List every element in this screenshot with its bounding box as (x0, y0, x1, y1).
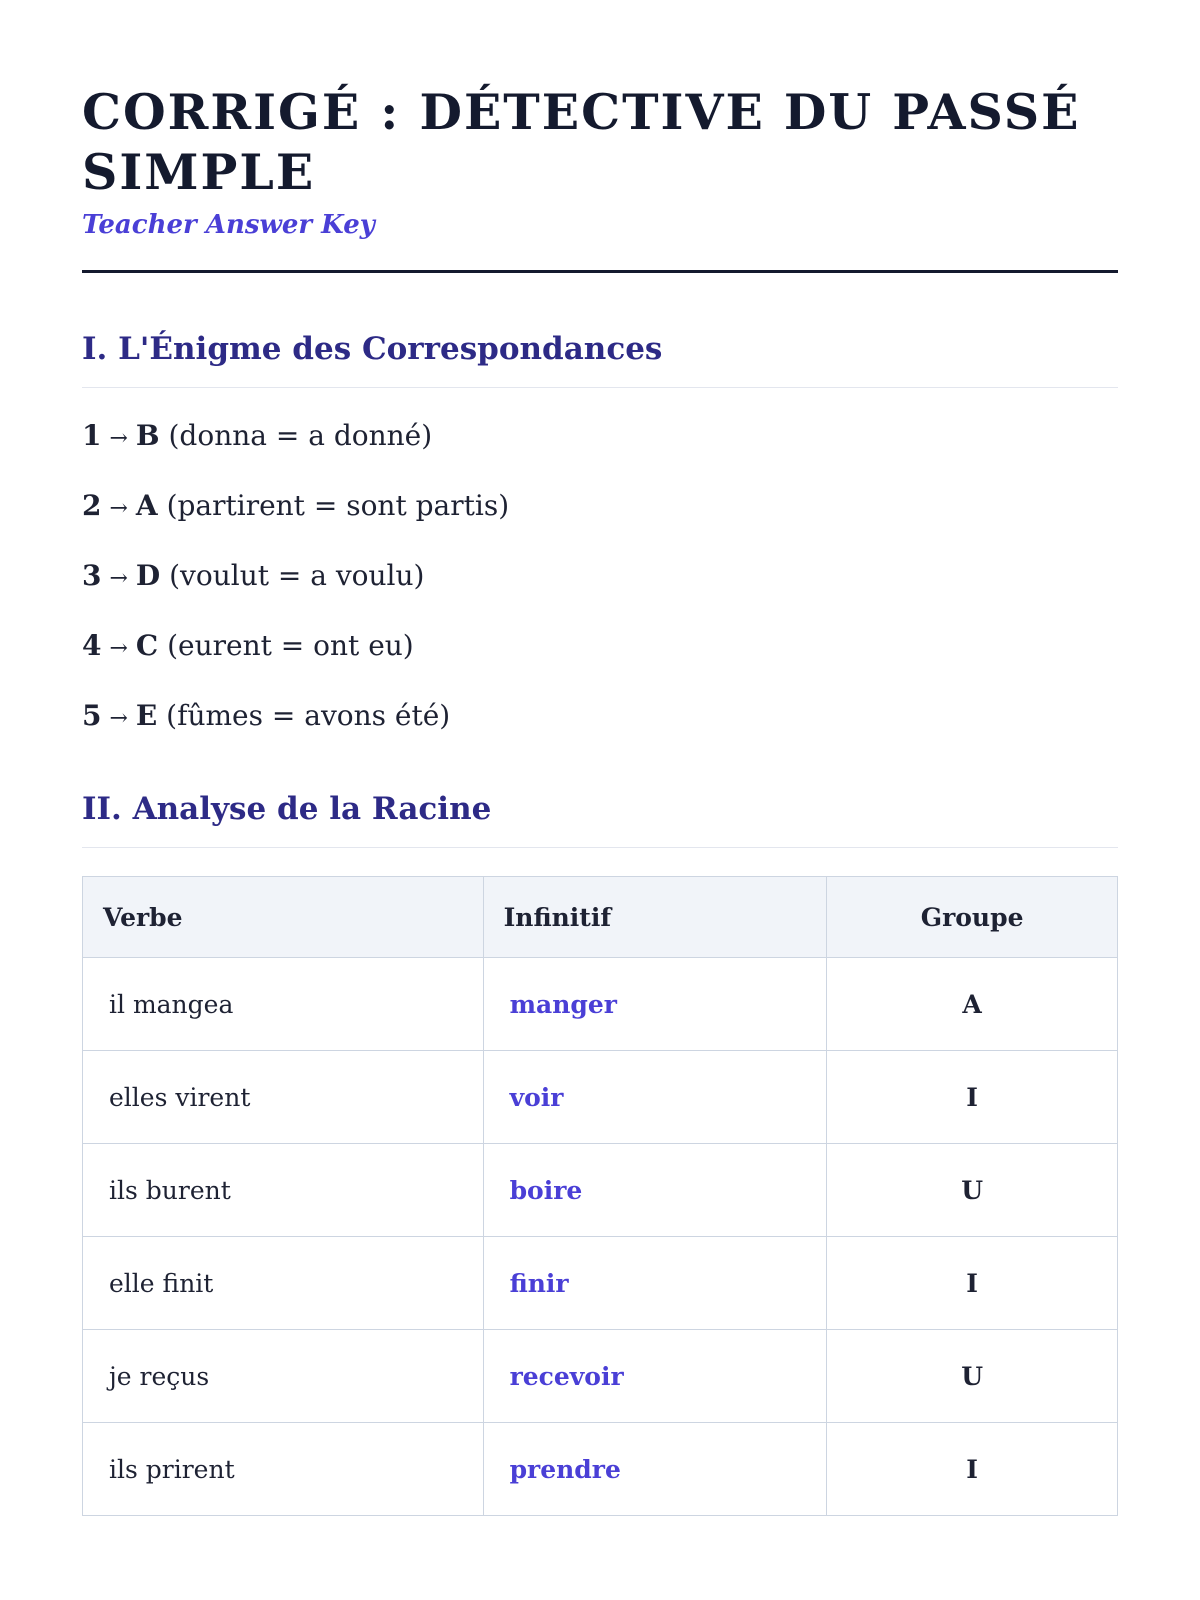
verb-cell: je reçus (83, 1330, 484, 1423)
answer-item-2 (82, 486, 1118, 529)
group-cell: I (827, 1237, 1118, 1330)
page-subtitle: Teacher Answer Key (82, 210, 375, 240)
infinitive-cell: finir (483, 1237, 827, 1330)
table-row (83, 1423, 1118, 1516)
infinitive-cell: voir (483, 1051, 827, 1144)
infinitive-cell: boire (483, 1144, 827, 1237)
table-row (83, 1051, 1118, 1144)
answer-item-1 (82, 416, 1118, 459)
section-2-divider (82, 847, 1118, 848)
table-row (83, 1237, 1118, 1330)
answer-number: 1 (82, 419, 102, 452)
column-header-verb: Verbe (83, 877, 484, 958)
answer-letter: A (135, 489, 158, 522)
answer-explanation: (voulut = a voulu) (169, 559, 425, 592)
table-header-row (83, 877, 1118, 958)
table-row (83, 1330, 1118, 1423)
verb-cell: elles virent (83, 1051, 484, 1144)
verb-cell: il mangea (83, 958, 484, 1051)
arrow-icon: → (109, 706, 128, 731)
infinitive-cell: manger (483, 958, 827, 1051)
infinitive-cell: recevoir (483, 1330, 827, 1423)
answer-explanation: (partirent = sont partis) (166, 489, 510, 522)
group-cell: A (827, 958, 1118, 1051)
group-cell: U (827, 1144, 1118, 1237)
arrow-icon: → (109, 636, 128, 661)
group-cell: I (827, 1051, 1118, 1144)
section-1-heading: I. L'Énigme des Correspondances (82, 331, 663, 367)
section-2-heading: II. Analyse de la Racine (82, 791, 492, 827)
verb-cell: ils burent (83, 1144, 484, 1237)
title-divider (82, 270, 1118, 273)
answer-letter: C (135, 629, 159, 662)
table-row (83, 1144, 1118, 1237)
verb-root-table (82, 876, 1118, 1516)
group-cell: U (827, 1330, 1118, 1423)
column-header-infinitive: Infinitif (483, 877, 827, 958)
answer-explanation: (eurent = ont eu) (167, 629, 414, 662)
arrow-icon: → (109, 496, 128, 521)
answer-item-5 (82, 696, 1118, 739)
answer-number: 2 (82, 489, 102, 522)
column-header-group: Groupe (827, 877, 1118, 958)
page-title: CORRIGÉ : DÉTECTIVE DU PASSÉ SIMPLE (82, 83, 1081, 201)
arrow-icon: → (109, 426, 128, 451)
verb-cell: ils prirent (83, 1423, 484, 1516)
section-1-divider (82, 387, 1118, 388)
answer-number: 4 (82, 629, 102, 662)
answer-letter: D (135, 559, 161, 592)
answer-item-4 (82, 626, 1118, 669)
answer-item-3 (82, 556, 1118, 599)
matching-answers-list (82, 416, 1118, 739)
verb-cell: elle finit (83, 1237, 484, 1330)
answer-letter: B (135, 419, 160, 452)
table-row (83, 958, 1118, 1051)
answer-number: 5 (82, 699, 102, 732)
infinitive-cell: prendre (483, 1423, 827, 1516)
group-cell: I (827, 1423, 1118, 1516)
arrow-icon: → (109, 566, 128, 591)
answer-explanation: (fûmes = avons été) (166, 699, 451, 732)
answer-letter: E (135, 699, 158, 732)
answer-explanation: (donna = a donné) (168, 419, 433, 452)
answer-number: 3 (82, 559, 102, 592)
